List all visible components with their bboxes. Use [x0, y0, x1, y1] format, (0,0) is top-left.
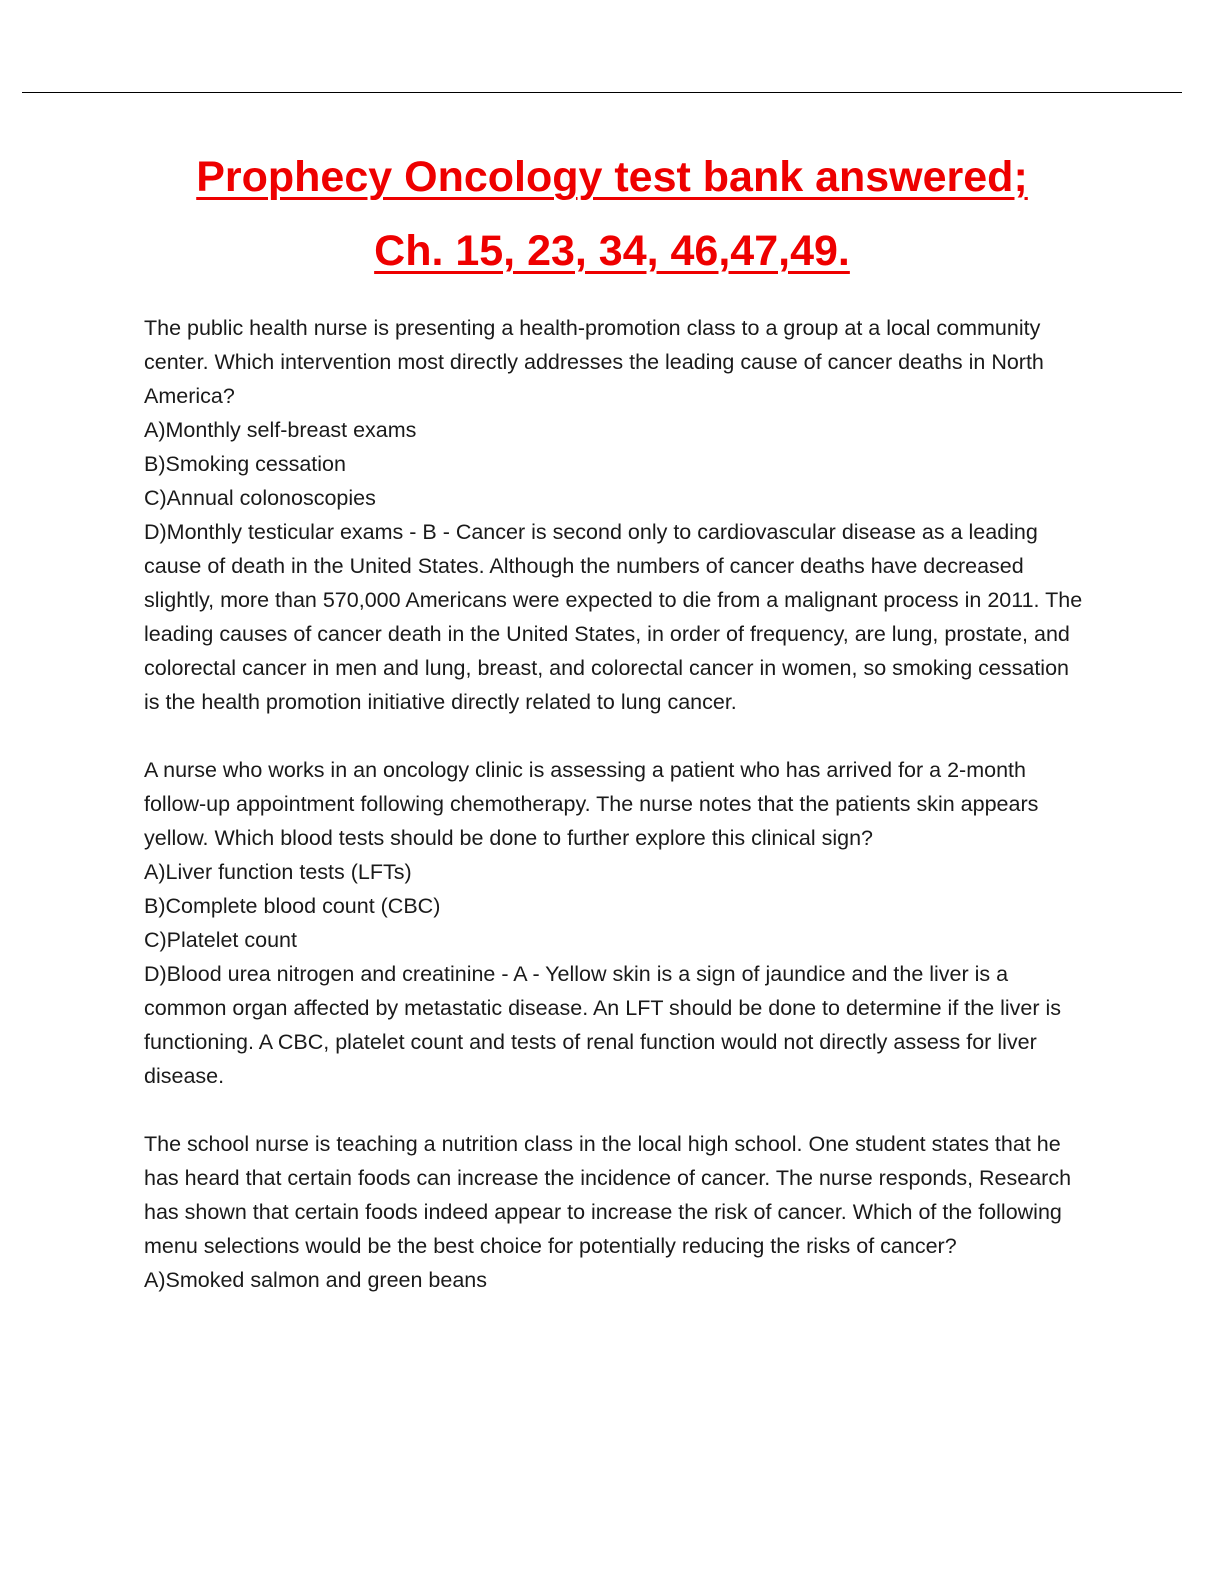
question-stem: The school nurse is teaching a nutrition class in the local high school. One student states that he has heard that certain foods can increase the incidence of cancer. The nurse responds, Research has shown that certain foods indeed appear to increase the risk of cancer. Which of the following menu selections would be the best choice for potentially reducing the risks of cancer? [144, 1132, 1072, 1258]
answer-option: C)Platelet count [144, 928, 297, 952]
answer-option-with-rationale: D)Blood urea nitrogen and creatinine - A - Yellow skin is a sign of jaundice and the liver is a common organ affected by metastatic disease. An LFT should be done to determine if the liver is functioning. A CBC, platelet count and tests of renal function would not directly assess for liver disease. [144, 962, 1062, 1088]
answer-option: A)Monthly self-breast exams [144, 418, 417, 442]
question-stem: The public health nurse is presenting a health-promotion class to a group at a local community center. Which intervention most directly addresses the leading cause of cancer deaths in North America? [144, 316, 1044, 408]
question-block-1 [144, 311, 1084, 719]
document-title [0, 140, 1224, 288]
question-block-2 [144, 753, 1084, 1093]
title-line-2: Ch. 15, 23, 34, 46,47,49. [374, 227, 850, 275]
answer-option: A)Liver function tests (LFTs) [144, 860, 412, 884]
document-body [144, 311, 1084, 1297]
title-line-1: Prophecy Oncology test bank answered; [196, 153, 1028, 201]
question-stem: A nurse who works in an oncology clinic is assessing a patient who has arrived for a 2-month follow-up appointment following chemotherapy. The nurse notes that the patients skin appears yellow. Which blood tests should be done to further explore this clinical sign? [144, 758, 1039, 850]
answer-option: A)Smoked salmon and green beans [144, 1268, 488, 1292]
question-block-3 [144, 1127, 1084, 1297]
answer-option: C)Annual colonoscopies [144, 486, 376, 510]
answer-option-with-rationale: D)Monthly testicular exams - B - Cancer is second only to cardiovascular disease as a leading cause of death in the United States. Although the numbers of cancer deaths have decreased slightly, more than 570,000 Americans were expected to die from a malignant process in 2011. The leading causes of cancer death in the United States, in order of frequency, are lung, prostate, and colorectal cancer in men and lung, breast, and colorectal cancer in women, so smoking cessation is the health promotion initiative directly related to lung cancer. [144, 520, 1083, 714]
answer-option: B)Smoking cessation [144, 452, 346, 476]
answer-option: B)Complete blood count (CBC) [144, 894, 441, 918]
header-rule [22, 92, 1182, 93]
